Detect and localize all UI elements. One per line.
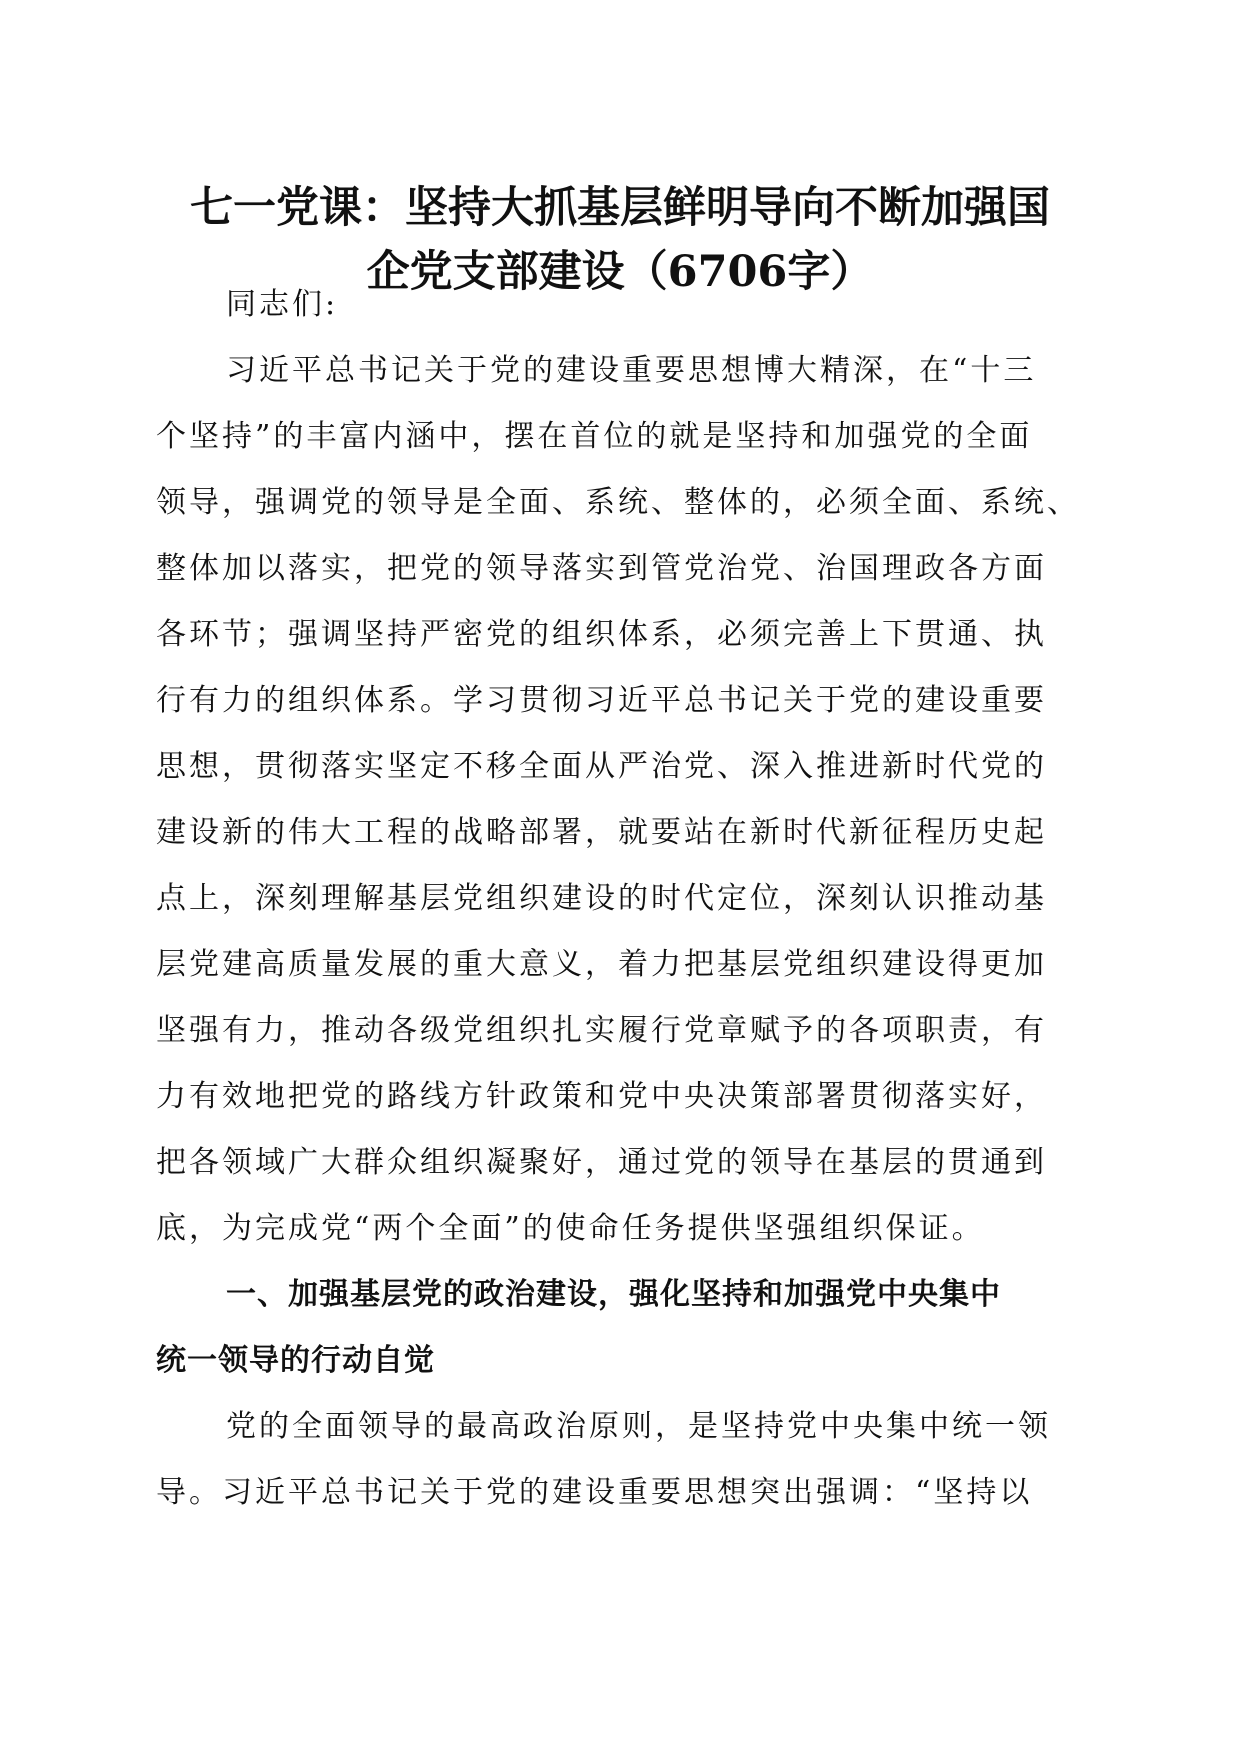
paragraph-1-line: 领导，强调党的领导是全面、系统、整体的，必须全面、系统、 [156,485,1080,520]
paragraph-1-line: 行有力的组织体系。学习贯彻习近平总书记关于党的建设重要 [156,683,1047,718]
salutation: 同志们: [226,287,339,322]
paragraph-2-line: 导。习近平总书记关于党的建设重要思想突出强调：“坚持以 [156,1475,1033,1510]
paragraph-1-line: 习近平总书记关于党的建设重要思想博大精深，在“十三 [226,353,1037,388]
section-heading-1-line: 统一领导的行动自觉 [156,1343,435,1378]
paragraph-1-line: 思想，贯彻落实坚定不移全面从严治党、深入推进新时代党的 [156,749,1047,784]
document-body [156,272,1086,1526]
paragraph-2-line: 党的全面领导的最高政治原则，是坚持党中央集中统一领 [226,1409,1051,1444]
paragraph-1-line: 把各领域广大群众组织凝聚好，通过党的领导在基层的贯通到 [156,1145,1047,1180]
paragraph-1-line: 各环节；强调坚持严密党的组织体系，必须完善上下贯通、执 [156,617,1047,652]
title-line-1: 七一党课：坚持大抓基层鲜明导向不断加强国 [190,183,1050,233]
paragraph-1-line: 点上，深刻理解基层党组织建设的时代定位，深刻认识推动基 [156,881,1047,916]
paragraph-1-line: 整体加以落实，把党的领导落实到管党治党、治国理政各方面 [156,551,1047,586]
paragraph-1-line: 个坚持”的丰富内涵中，摆在首位的就是坚持和加强党的全面 [156,419,1033,454]
paragraph-1-line: 建设新的伟大工程的战略部署，就要站在新时代新征程历史起 [156,815,1047,850]
section-heading-1-line: 一、加强基层党的政治建设，强化坚持和加强党中央集中 [226,1277,1001,1312]
title-line-2: 企党支部建设（6706字） [366,247,874,297]
paragraph-1-line: 坚强有力，推动各级党组织扎实履行党章赋予的各项职责，有 [156,1013,1047,1048]
paragraph-1-line: 底，为完成党“两个全面”的使命任务提供坚强组织保证。 [156,1211,985,1246]
paragraph-1-line: 力有效地把党的路线方针政策和党中央决策部署贯彻落实好， [156,1079,1047,1114]
paragraph-1-line: 层党建高质量发展的重大意义，着力把基层党组织建设得更加 [156,947,1047,982]
